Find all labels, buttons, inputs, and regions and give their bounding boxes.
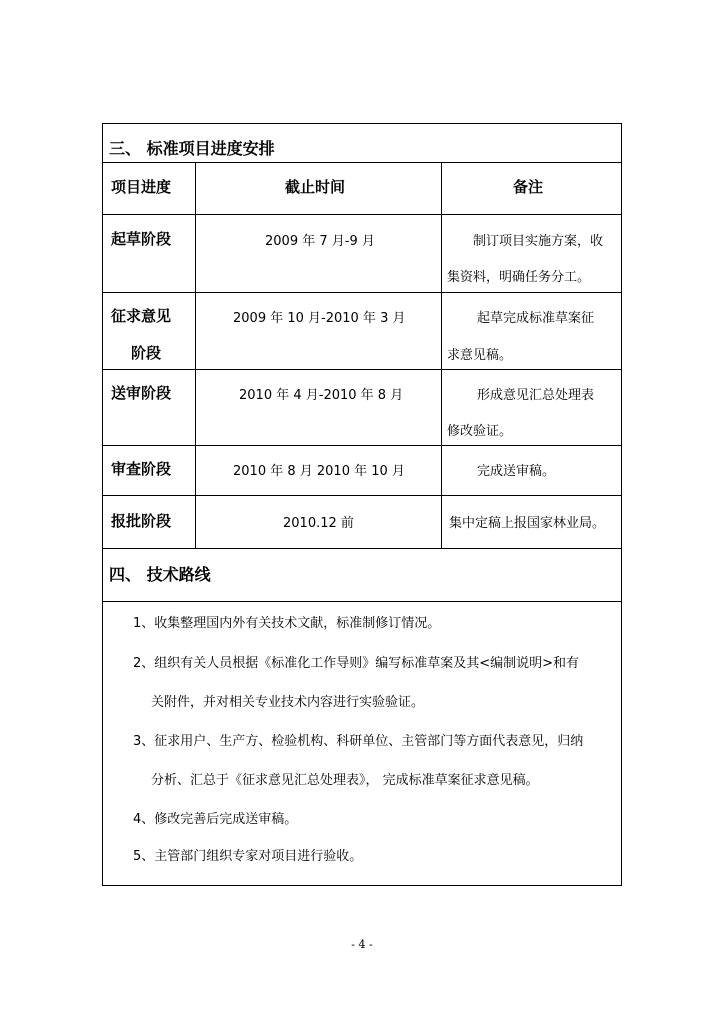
note-cell-line: 求意见稿。 [447,348,513,363]
stage-label: 报批阶段 [111,512,172,530]
divider [103,214,621,215]
column-divider [441,162,442,548]
stage-label: 送审阶段 [111,384,172,402]
note-cell-line: 完成送审稿。 [477,464,556,479]
route-line: 4、修改完善后完成送审稿。 [133,812,298,827]
note-cell-line: 集资料，明确任务分工。 [447,270,591,285]
deadline-cell: 2010 年 8 月 2010 年 10 月 [233,464,405,479]
route-line: 5、主管部门组织专家对项目进行验收。 [133,849,363,864]
section-4-title: 四、 技术路线 [109,565,211,584]
deadline-cell: 2010.12 前 [283,516,354,531]
stage-label: 征求意见 [111,307,172,325]
note-cell-line: 修改验证。 [447,424,513,439]
divider [103,292,621,293]
divider [103,601,621,602]
page-number: - 4 - [351,938,373,951]
header-deadline: 截止时间 [285,178,346,196]
deadline-cell: 2010 年 4 月-2010 年 8 月 [239,388,404,403]
divider [103,548,621,549]
divider [103,369,621,370]
route-line: 分析、汇总于《征求意见汇总处理表》， 完成标准草案征求意见稿。 [151,773,539,788]
section-3-title: 三、 标准项目进度安排 [109,139,275,158]
header-note: 备注 [513,178,544,196]
note-cell-line: 制订项目实施方案，收 [473,234,604,249]
divider [103,495,621,496]
route-line: 关附件，并对相关专业技术内容进行实验验证。 [151,695,425,710]
route-line: 2、组织有关人员根据《标准化工作导则》编写标准草案及其<编制说明>和有 [133,656,580,671]
stage-label: 阶段 [131,344,162,362]
stage-label: 起草阶段 [111,230,172,248]
divider [103,162,621,163]
note-cell-line: 形成意见汇总处理表 [477,388,595,403]
note-cell-line: 起草完成标准草案征 [477,311,595,326]
route-line: 3、征求用户、生产方、检验机构、科研单位、主管部门等方面代表意见，归纳 [133,734,584,749]
route-line: 1、收集整理国内外有关技术文献，标准制修订情况。 [133,616,441,631]
column-divider [195,162,196,548]
document-table [102,123,622,886]
deadline-cell: 2009 年 7 月-9 月 [265,234,375,249]
deadline-cell: 2009 年 10 月-2010 年 3 月 [233,311,406,326]
header-stage: 项目进度 [111,178,172,196]
stage-label: 审查阶段 [111,460,172,478]
divider [103,445,621,446]
note-cell-line: 集中定稿上报国家林业局。 [449,516,606,531]
